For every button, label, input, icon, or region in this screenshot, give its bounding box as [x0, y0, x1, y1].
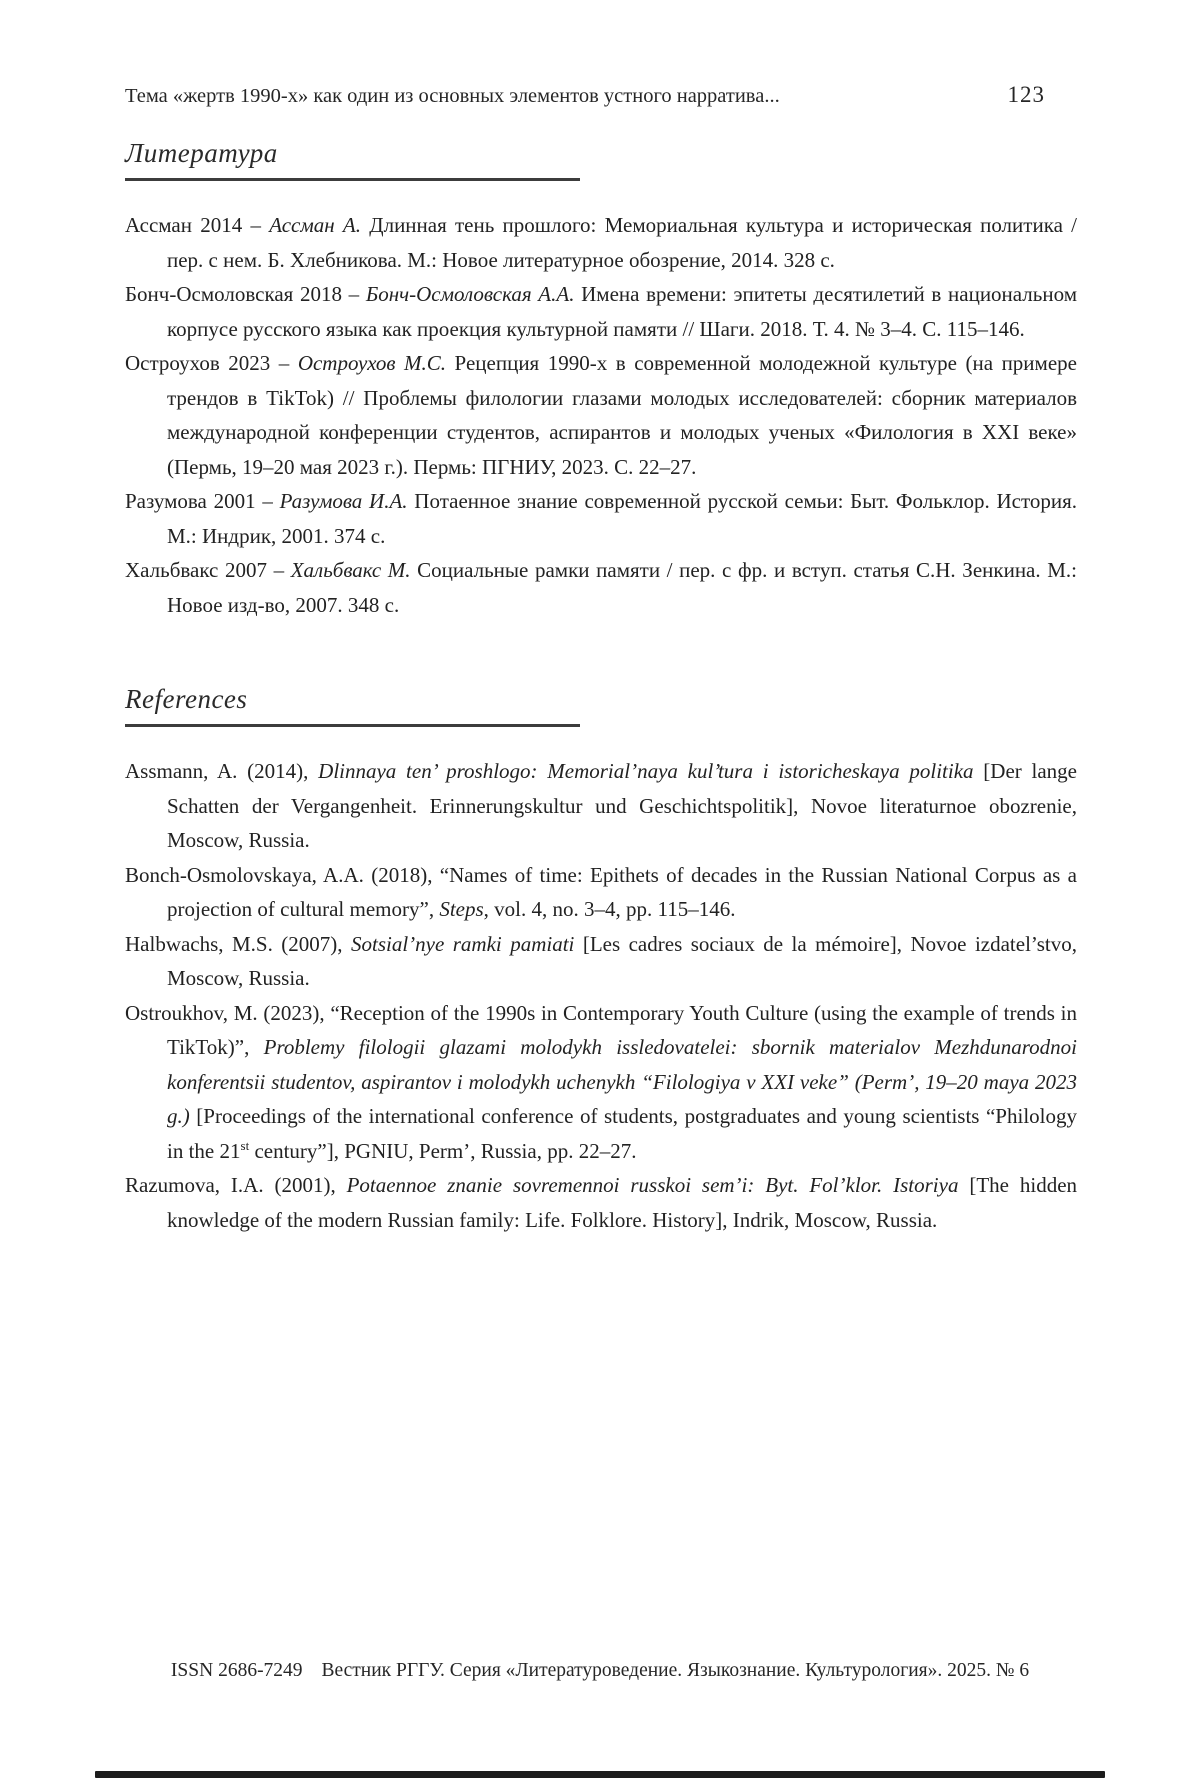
- entry-title-italic: Разумова И.А.: [279, 489, 408, 513]
- section-heading-references: References: [125, 684, 248, 714]
- entry-title-italic: Хальбвакс М.: [290, 558, 411, 582]
- reference-entry: [125, 346, 1077, 484]
- entry-text: Имена времени: эпитеты десятилетий в национальном корпусе русского языка как проекция культурной памяти // Шаги. 2018. Т. 4. № 3–4. С. 115–146.: [167, 282, 1077, 341]
- reference-entry: [125, 1168, 1077, 1237]
- entry-text: Социальные рамки памяти / пер. с фр. и вступ. статья С.Н. Зенкина. М.: Новое изд-во, 2007. 348 с.: [167, 558, 1077, 617]
- entry-text: st: [240, 1137, 250, 1153]
- entry-title-italic: Potaennoe znanie sovremennoi russkoi sem’i: Byt. Fol’klor. Istoriya: [346, 1173, 959, 1197]
- entry-text: Разумова 2001 –: [125, 489, 280, 513]
- entry-text: Ассман 2014 –: [125, 213, 270, 237]
- section-literatura: [125, 138, 1077, 622]
- reference-entry: [125, 996, 1077, 1169]
- entry-text: Bonch-Osmolovskaya, A.A. (2018), “Names of time: Epithets of decades in the Russian National Corpus as a projection of cultural memory”,: [125, 862, 1077, 921]
- reference-entry: [125, 927, 1077, 996]
- entry-title-italic: Остроухов М.С.: [297, 351, 447, 375]
- entry-title-italic: Steps: [439, 897, 484, 921]
- entry-text: Потаенное знание современной русской семьи: Быт. Фольклор. История. М.: Индрик, 2001. 374 с.: [167, 489, 1078, 548]
- entry-text: Хальбвакс 2007 –: [125, 558, 291, 582]
- entry-title-italic: Dlinnaya ten’ proshlogo: Memorial’naya kul’tura i istoricheskaya politika: [318, 759, 974, 783]
- reference-entry: [125, 208, 1077, 277]
- entry-title-italic: Sotsial’nye ramki pamiati: [351, 931, 575, 956]
- entry-text: Длинная тень прошлого: Мемориальная культура и историческая политика / пер. с нем. Б. Хлебникова. М.: Новое литературное обозрение, 2014. 328 с.: [167, 213, 1077, 272]
- footer-journal-line: Вестник РГГУ. Серия «Литературоведение. Языкознание. Культурология». 2025. № 6: [321, 1660, 1030, 1681]
- entry-text: [Proceedings of the international conference of students, postgraduates and young scientists “Philology in the 21: [167, 1104, 1077, 1163]
- entry-title-italic: Problemy filologii glazami molodykh issledovatelei: sbornik materialov Mezhdunarodnoi konferentsii studentov, aspirantov i molodykh uchenykh “Filologiya v XXI veke” (Perm’, 19–20 maya 2023 g.): [167, 1035, 1077, 1128]
- bibliography-list-russian: [125, 208, 1077, 622]
- entry-title-italic: Бонч-Осмоловская А.А.: [365, 282, 575, 306]
- entry-text: Бонч-Осмоловская 2018 –: [125, 282, 366, 306]
- reference-entry: [125, 277, 1077, 346]
- entry-text: Assmann, A. (2014),: [125, 759, 319, 783]
- entry-title-italic: Ассман А.: [269, 213, 362, 237]
- section-references: [125, 684, 1077, 1237]
- entry-text: [The hidden knowledge of the modern Russian family: Life. Folklore. History], Indrik, Moscow, Russia.: [167, 1173, 1078, 1232]
- bibliography-list-english: [125, 754, 1077, 1237]
- entry-text: Halbwachs, M.S. (2007),: [125, 931, 351, 956]
- scan-edge-artifact: [95, 1771, 1105, 1778]
- entry-text: Остроухов 2023 –: [125, 351, 298, 375]
- page-footer: [0, 1660, 1200, 1682]
- section-heading-literatura: Литература: [125, 138, 278, 168]
- entry-text: [Les cadres sociaux de la mémoire], Novoe izdatel’stvo, Moscow, Russia.: [167, 931, 1077, 990]
- entry-text: Рецепция 1990-х в современной молодежной культуре (на примере трендов в TikTok) // Проблемы филологии глазами молодых исследователей: сборник материалов международной конференции студентов, аспирантов и молодых ученых «Филология в XXI веке» (Пермь, 19–20 мая 2023 г.). Пермь: ПГНИУ, 2023. С. 22–27.: [167, 351, 1077, 479]
- entry-text: Ostroukhov, M. (2023), “Reception of the 1990s in Contemporary Youth Culture (using the example of trends in TikTok)”,: [125, 1000, 1077, 1059]
- reference-entry: [125, 858, 1077, 927]
- entry-text: [Der lange Schatten der Vergangenheit. Erinnerungskultur und Geschichtspolitik], Novoe literaturnoe obozrenie, Moscow, Russia.: [167, 759, 1077, 852]
- entry-text: , vol. 4, no. 3–4, pp. 115–146.: [483, 897, 736, 921]
- entry-text: century”], PGNIU, Perm’, Russia, pp. 22–27.: [249, 1138, 637, 1163]
- heading-rule: [125, 724, 580, 727]
- page-number: 123: [1007, 82, 1045, 107]
- heading-rule: [125, 178, 580, 181]
- reference-entry: [125, 484, 1077, 553]
- footer-issn: ISSN 2686-7249: [170, 1660, 303, 1681]
- entry-text: Razumova, I.A. (2001),: [125, 1173, 347, 1197]
- running-title: Тема «жертв 1990-х» как один из основных элементов устного нарратива...: [125, 85, 780, 107]
- reference-entry: [125, 754, 1077, 858]
- running-header: [125, 82, 1077, 108]
- reference-entry: [125, 553, 1077, 622]
